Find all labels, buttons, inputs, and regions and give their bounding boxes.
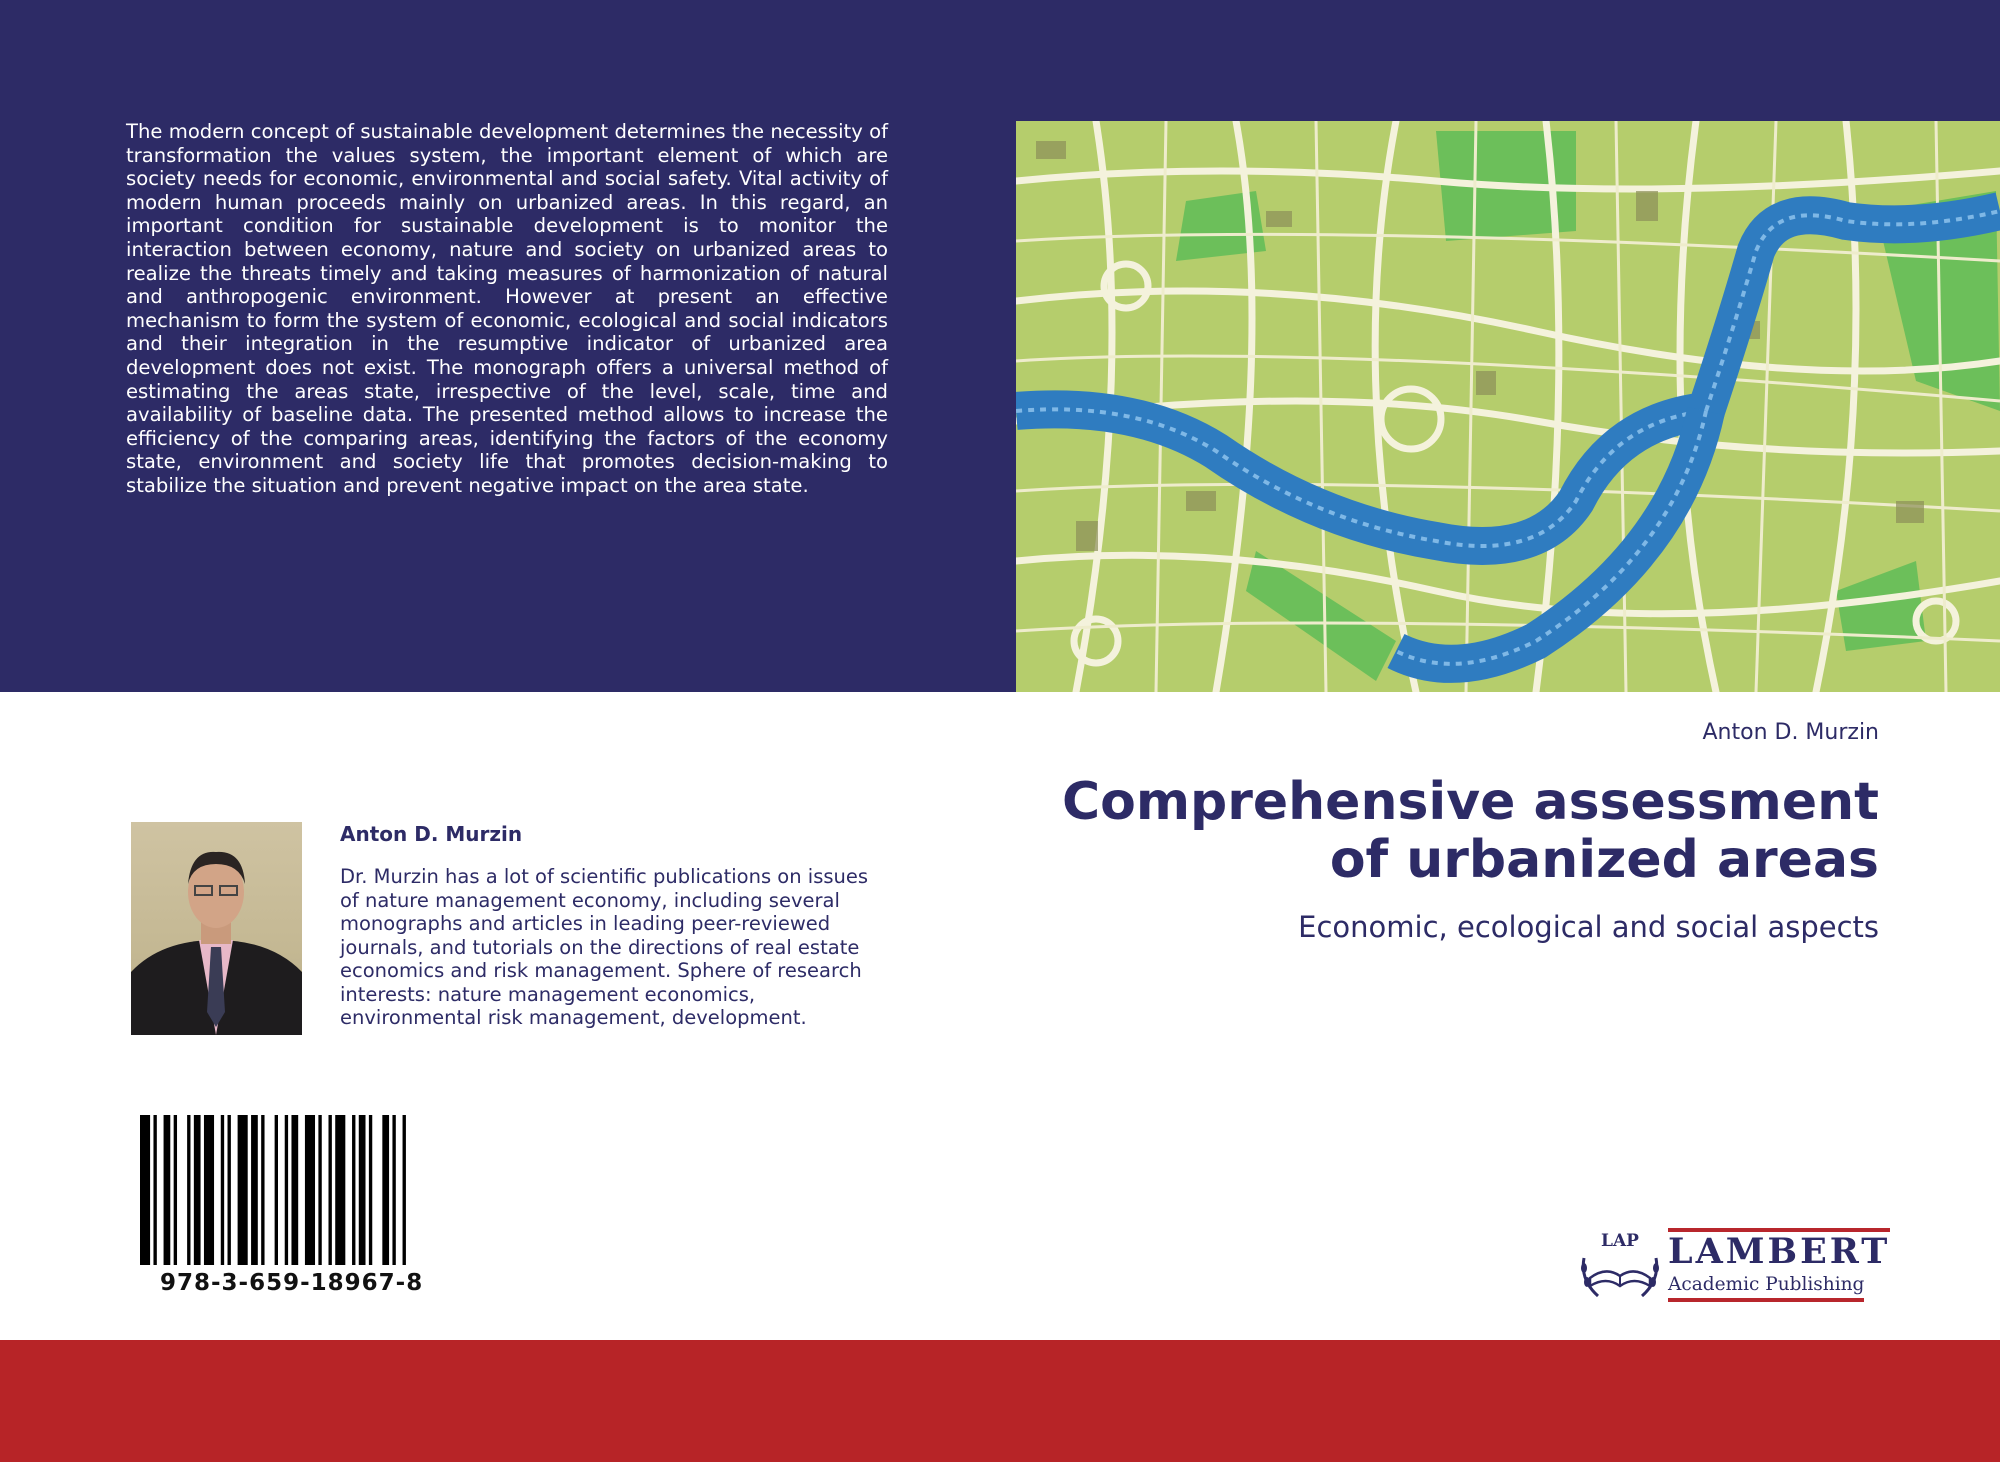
bottom-red-band xyxy=(0,1340,2000,1462)
barcode-bar xyxy=(335,1115,345,1265)
barcode-bar xyxy=(228,1115,231,1265)
barcode-bar xyxy=(204,1115,214,1265)
city-map-icon xyxy=(1016,121,2000,692)
barcode-bar xyxy=(285,1115,288,1265)
barcode-bar xyxy=(305,1115,315,1265)
logo-mark-text: LAP xyxy=(1601,1231,1639,1251)
barcode-bar xyxy=(221,1115,224,1265)
barcode-bar xyxy=(251,1115,258,1265)
bio-author-name: Anton D. Murzin xyxy=(340,822,523,846)
author-photo xyxy=(131,822,302,1035)
isbn-number: 978-3-659-18967-8 xyxy=(160,1270,424,1296)
bio-text: Dr. Murzin has a lot of scientific publications on issues of nature management economy, including several monographs and articles in leading peer-reviewed journals, and tutorials on the directions of real estate economics and risk management. Sphere of research interests: nature management economics, environmental risk management, development. xyxy=(340,865,869,1029)
barcode-icon xyxy=(140,1115,416,1265)
barcode-bar xyxy=(369,1115,372,1265)
barcode-bar xyxy=(164,1115,171,1265)
open-book-laurel-icon xyxy=(1578,1228,1662,1304)
barcode-bar xyxy=(187,1115,190,1265)
publisher-logo xyxy=(1578,1228,1894,1304)
barcode-bar xyxy=(318,1115,321,1265)
book-subtitle: Economic, ecological and social aspects xyxy=(1298,910,1879,944)
front-cover-author: Anton D. Murzin xyxy=(1702,720,1879,745)
barcode xyxy=(140,1115,416,1265)
barcode-bar xyxy=(174,1115,177,1265)
barcode-bar xyxy=(392,1115,395,1265)
barcode-bar xyxy=(403,1115,406,1265)
publisher-subname: Academic Publishing xyxy=(1668,1274,1864,1302)
barcode-bar xyxy=(291,1115,298,1265)
barcode-bar xyxy=(238,1115,248,1265)
barcode-bar xyxy=(352,1115,355,1265)
book-title xyxy=(979,773,1879,889)
book-title-line1: Comprehensive assessment xyxy=(1061,772,1879,832)
city-map-illustration xyxy=(1016,121,2000,692)
barcode-bar xyxy=(275,1115,278,1265)
author-portrait-icon xyxy=(131,822,302,1035)
barcode-bar xyxy=(359,1115,366,1265)
barcode-bar xyxy=(194,1115,201,1265)
barcode-bar xyxy=(382,1115,389,1265)
back-cover-blurb: The modern concept of sustainable development determines the necessity of transformation the values system, the important element of which are society needs for economic, environmental and social safety. Vital activity of modern human proceeds mainly on urbanized areas. In this regard, an important condition for sustainable development is to monitor the interaction between economy, nature and society on urbanized areas to realize the threats timely and taking measures of harmonization of natural and anthropogenic environment. However at present an effective mechanism to form the system of economic, ecological and social indicators and their integration in the resumptive indicator of urbanized area development does not exist. The monograph offers a universal method of estimating the areas state, irrespective of the level, scale, time and availability of baseline data. The presented method allows to increase the efficiency of the comparing areas, identifying the factors of the economy state, environment and society life that promotes decision-making to stabilize the situation and prevent negative impact on the area state. xyxy=(126,120,888,497)
book-title-line2: of urbanized areas xyxy=(1329,830,1879,890)
barcode-bar xyxy=(328,1115,331,1265)
barcode-bar xyxy=(261,1115,264,1265)
publisher-name: LAMBERT xyxy=(1668,1228,1890,1271)
barcode-bar xyxy=(153,1115,156,1265)
barcode-bar xyxy=(140,1115,150,1265)
